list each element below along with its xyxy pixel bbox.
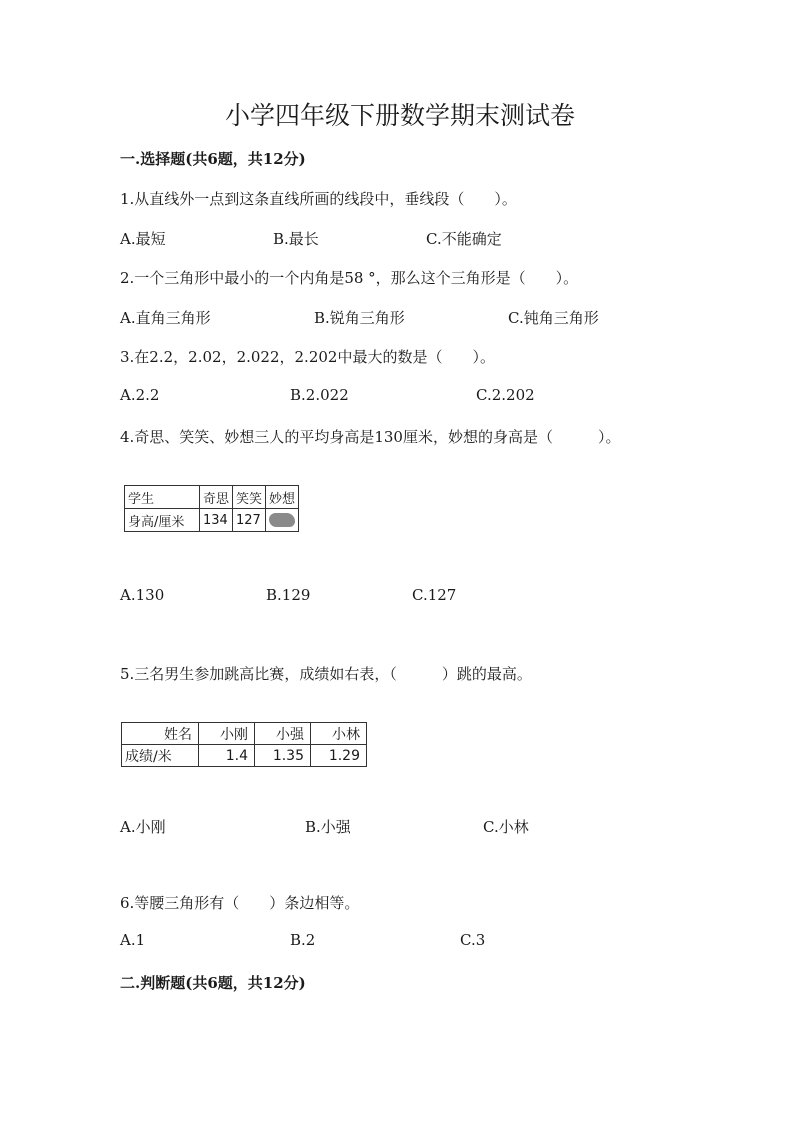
question-4-option-b: B.129 (266, 586, 311, 604)
height-table (124, 485, 299, 532)
question-1-option-b: B.最长 (273, 230, 319, 248)
question-4-option-c: C.127 (412, 586, 457, 604)
section-heading-choice: 一.选择题(共6题，共12分) (120, 150, 306, 168)
table-cell: 1.29 (311, 745, 367, 767)
question-5-option-b: B.小强 (305, 818, 351, 836)
question-3-option-a: A.2.2 (120, 386, 160, 404)
table-cell: 134 (200, 509, 233, 532)
obscured-cell (266, 509, 299, 532)
table-cell: 1.35 (255, 745, 311, 767)
table-header-row (125, 486, 299, 509)
table-cell: 小刚 (199, 723, 255, 745)
question-5-option-c: C.小林 (483, 818, 529, 836)
question-4-stem: 4.奇思、笑笑、妙想三人的平均身高是130厘米，妙想的身高是（ ）。 (120, 428, 621, 446)
ink-blot-icon (269, 513, 295, 527)
question-3-stem: 3.在2.2，2.02，2.022，2.202中最大的数是（ ）。 (120, 348, 495, 366)
question-3-option-c: C.2.202 (476, 386, 535, 404)
question-6-option-c: C.3 (460, 931, 486, 949)
table-cell: 奇思 (200, 486, 233, 509)
question-5-stem: 5.三名男生参加跳高比赛，成绩如右表，（ ）跳的最高。 (120, 665, 532, 683)
question-1-option-a: A.最短 (120, 230, 166, 248)
table-row (122, 745, 367, 767)
table-cell: 127 (233, 509, 266, 532)
table-cell: 小林 (311, 723, 367, 745)
question-3-option-b: B.2.022 (290, 386, 349, 404)
table-cell: 笑笑 (233, 486, 266, 509)
table-cell: 身高/厘米 (125, 509, 200, 532)
question-2-stem: 2.一个三角形中最小的一个内角是58 °，那么这个三角形是（ ）。 (120, 269, 579, 287)
question-5-option-a: A.小刚 (120, 818, 166, 836)
question-6-option-a: A.1 (120, 931, 146, 949)
table-cell: 学生 (125, 486, 200, 509)
question-6-option-b: B.2 (290, 931, 316, 949)
table-cell: 姓名 (122, 723, 199, 745)
section-heading-judgement: 二.判断题(共6题，共12分) (120, 974, 306, 992)
question-2-option-a: A.直角三角形 (120, 309, 211, 327)
question-2-option-c: C.钝角三角形 (508, 309, 599, 327)
question-4-option-a: A.130 (120, 586, 165, 604)
question-2-option-b: B.锐角三角形 (314, 309, 405, 327)
table-header-row (122, 723, 367, 745)
table-cell: 成绩/米 (122, 745, 199, 767)
page-title: 小学四年级下册数学期末测试卷 (224, 101, 575, 130)
table-row (125, 509, 299, 532)
question-6-stem: 6.等腰三角形有（ ）条边相等。 (120, 894, 360, 912)
table-cell: 妙想 (266, 486, 299, 509)
table-cell: 小强 (255, 723, 311, 745)
table-cell: 1.4 (199, 745, 255, 767)
question-1-stem: 1.从直线外一点到这条直线所画的线段中，垂线段（ ）。 (120, 190, 517, 208)
jump-score-table (121, 722, 367, 767)
question-1-option-c: C.不能确定 (426, 230, 502, 248)
